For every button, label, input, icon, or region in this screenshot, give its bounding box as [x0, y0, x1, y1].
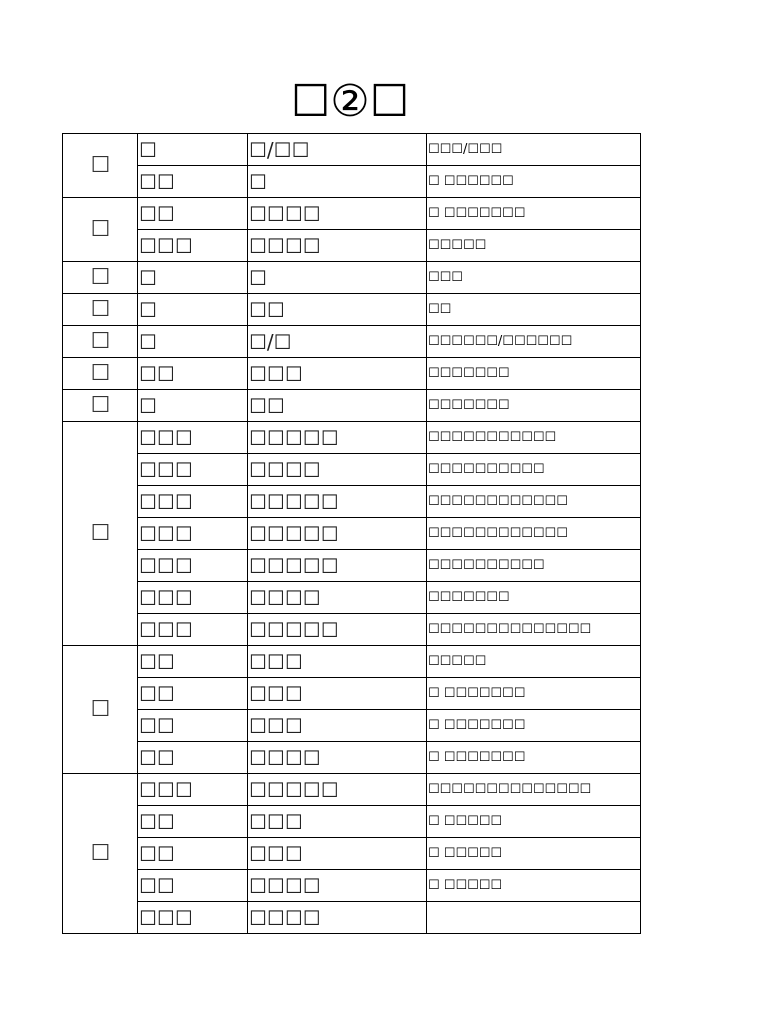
reading-cell: ☐☐☐☐: [248, 742, 427, 774]
table-row: [63, 518, 641, 550]
reading-cell: ☐☐☐☐: [248, 870, 427, 902]
group-cell: ☐: [63, 198, 138, 262]
term-cell: ☐☐☐: [138, 614, 248, 646]
reading-cell: ☐☐: [248, 294, 427, 326]
reading-cell: ☐☐☐: [248, 806, 427, 838]
term-cell: ☐☐: [138, 870, 248, 902]
table-row: [63, 198, 641, 230]
term-cell: ☐☐: [138, 646, 248, 678]
table-row: [63, 454, 641, 486]
note-cell: ☐☐☐☐☐: [427, 230, 641, 262]
table-row: [63, 902, 641, 934]
data-table: [62, 133, 641, 934]
table-row: [63, 358, 641, 390]
reading-cell: ☐☐☐☐: [248, 230, 427, 262]
group-cell: ☐: [63, 294, 138, 326]
term-cell: ☐☐☐: [138, 518, 248, 550]
term-cell: ☐☐: [138, 358, 248, 390]
table-row: [63, 422, 641, 454]
term-cell: ☐☐: [138, 806, 248, 838]
note-cell: ☐☐☐☐☐☐☐☐☐☐☐: [427, 422, 641, 454]
reading-cell: ☐☐☐☐: [248, 902, 427, 934]
reading-cell: ☐☐☐☐☐: [248, 486, 427, 518]
term-cell: ☐☐☐: [138, 454, 248, 486]
note-cell: ☐ ☐☐☐☐☐: [427, 838, 641, 870]
reading-cell: ☐☐☐: [248, 710, 427, 742]
reading-cell: ☐: [248, 166, 427, 198]
reading-cell: ☐☐☐☐☐: [248, 774, 427, 806]
reading-cell: ☐: [248, 262, 427, 294]
term-cell: ☐☐: [138, 198, 248, 230]
term-cell: ☐☐☐: [138, 422, 248, 454]
term-cell: ☐☐: [138, 838, 248, 870]
note-cell: ☐☐☐☐☐☐☐☐☐☐☐☐☐☐: [427, 774, 641, 806]
group-cell: ☐: [63, 646, 138, 774]
note-cell: ☐☐☐☐☐☐☐: [427, 358, 641, 390]
table-row: [63, 806, 641, 838]
reading-cell: ☐☐☐☐☐: [248, 422, 427, 454]
table-row: [63, 742, 641, 774]
table-row: [63, 582, 641, 614]
note-cell: ☐☐☐☐☐☐☐: [427, 582, 641, 614]
reading-cell: ☐/☐: [248, 326, 427, 358]
group-cell: ☐: [63, 422, 138, 646]
table-row: [63, 614, 641, 646]
table-row: [63, 774, 641, 806]
note-cell: ☐ ☐☐☐☐☐☐☐: [427, 742, 641, 774]
term-cell: ☐☐☐: [138, 550, 248, 582]
table-row: [63, 710, 641, 742]
term-cell: ☐: [138, 262, 248, 294]
group-cell: ☐: [63, 390, 138, 422]
term-cell: ☐☐☐: [138, 486, 248, 518]
term-cell: ☐: [138, 294, 248, 326]
note-cell: ☐☐☐☐☐☐☐: [427, 390, 641, 422]
note-cell: ☐ ☐☐☐☐☐: [427, 870, 641, 902]
group-cell: ☐: [63, 774, 138, 934]
page-title: ☐②☐: [290, 76, 410, 127]
term-cell: ☐☐: [138, 742, 248, 774]
reading-cell: ☐☐☐: [248, 358, 427, 390]
term-cell: ☐: [138, 326, 248, 358]
note-cell: ☐☐☐☐☐☐☐☐☐☐: [427, 550, 641, 582]
note-cell: ☐☐☐☐☐☐☐☐☐☐☐☐: [427, 518, 641, 550]
note-cell: ☐☐☐☐☐☐/☐☐☐☐☐☐: [427, 326, 641, 358]
reading-cell: ☐☐☐☐☐: [248, 614, 427, 646]
group-cell: ☐: [63, 358, 138, 390]
reading-cell: ☐☐: [248, 390, 427, 422]
note-cell: ☐☐☐☐☐☐☐☐☐☐: [427, 454, 641, 486]
note-cell: ☐ ☐☐☐☐☐☐☐: [427, 678, 641, 710]
note-cell: ☐☐☐: [427, 262, 641, 294]
note-cell: ☐☐☐☐☐☐☐☐☐☐☐☐: [427, 486, 641, 518]
reading-cell: ☐☐☐☐☐: [248, 518, 427, 550]
table-row: [63, 166, 641, 198]
table-row: [63, 294, 641, 326]
reading-cell: ☐☐☐: [248, 838, 427, 870]
term-cell: ☐: [138, 134, 248, 166]
term-cell: ☐☐☐: [138, 902, 248, 934]
note-cell: ☐ ☐☐☐☐☐☐: [427, 166, 641, 198]
note-cell: ☐ ☐☐☐☐☐☐☐: [427, 710, 641, 742]
term-cell: ☐☐☐: [138, 774, 248, 806]
note-cell: ☐ ☐☐☐☐☐☐☐: [427, 198, 641, 230]
term-cell: ☐☐: [138, 710, 248, 742]
term-cell: ☐☐: [138, 166, 248, 198]
table-row: [63, 134, 641, 166]
note-cell: ☐ ☐☐☐☐☐: [427, 806, 641, 838]
reading-cell: ☐/☐☐: [248, 134, 427, 166]
table-row: [63, 230, 641, 262]
table-row: [63, 262, 641, 294]
table-row: [63, 838, 641, 870]
table-row: [63, 678, 641, 710]
table-row: [63, 550, 641, 582]
note-cell: ☐☐☐☐☐: [427, 646, 641, 678]
reading-cell: ☐☐☐☐: [248, 198, 427, 230]
table-row: [63, 390, 641, 422]
reading-cell: ☐☐☐: [248, 646, 427, 678]
group-cell: ☐: [63, 134, 138, 198]
term-cell: ☐: [138, 390, 248, 422]
group-cell: ☐: [63, 326, 138, 358]
table-row: [63, 486, 641, 518]
reading-cell: ☐☐☐☐: [248, 582, 427, 614]
reading-cell: ☐☐☐: [248, 678, 427, 710]
term-cell: ☐☐☐: [138, 230, 248, 262]
note-cell: ☐☐☐/☐☐☐: [427, 134, 641, 166]
reading-cell: ☐☐☐☐☐: [248, 550, 427, 582]
group-cell: ☐: [63, 262, 138, 294]
table-body: [63, 134, 641, 934]
table-row: [63, 870, 641, 902]
note-cell: ☐☐: [427, 294, 641, 326]
term-cell: ☐☐☐: [138, 582, 248, 614]
reading-cell: ☐☐☐☐: [248, 454, 427, 486]
table-row: [63, 326, 641, 358]
term-cell: ☐☐: [138, 678, 248, 710]
table-row: [63, 646, 641, 678]
note-cell: [427, 902, 641, 934]
note-cell: ☐☐☐☐☐☐☐☐☐☐☐☐☐☐: [427, 614, 641, 646]
